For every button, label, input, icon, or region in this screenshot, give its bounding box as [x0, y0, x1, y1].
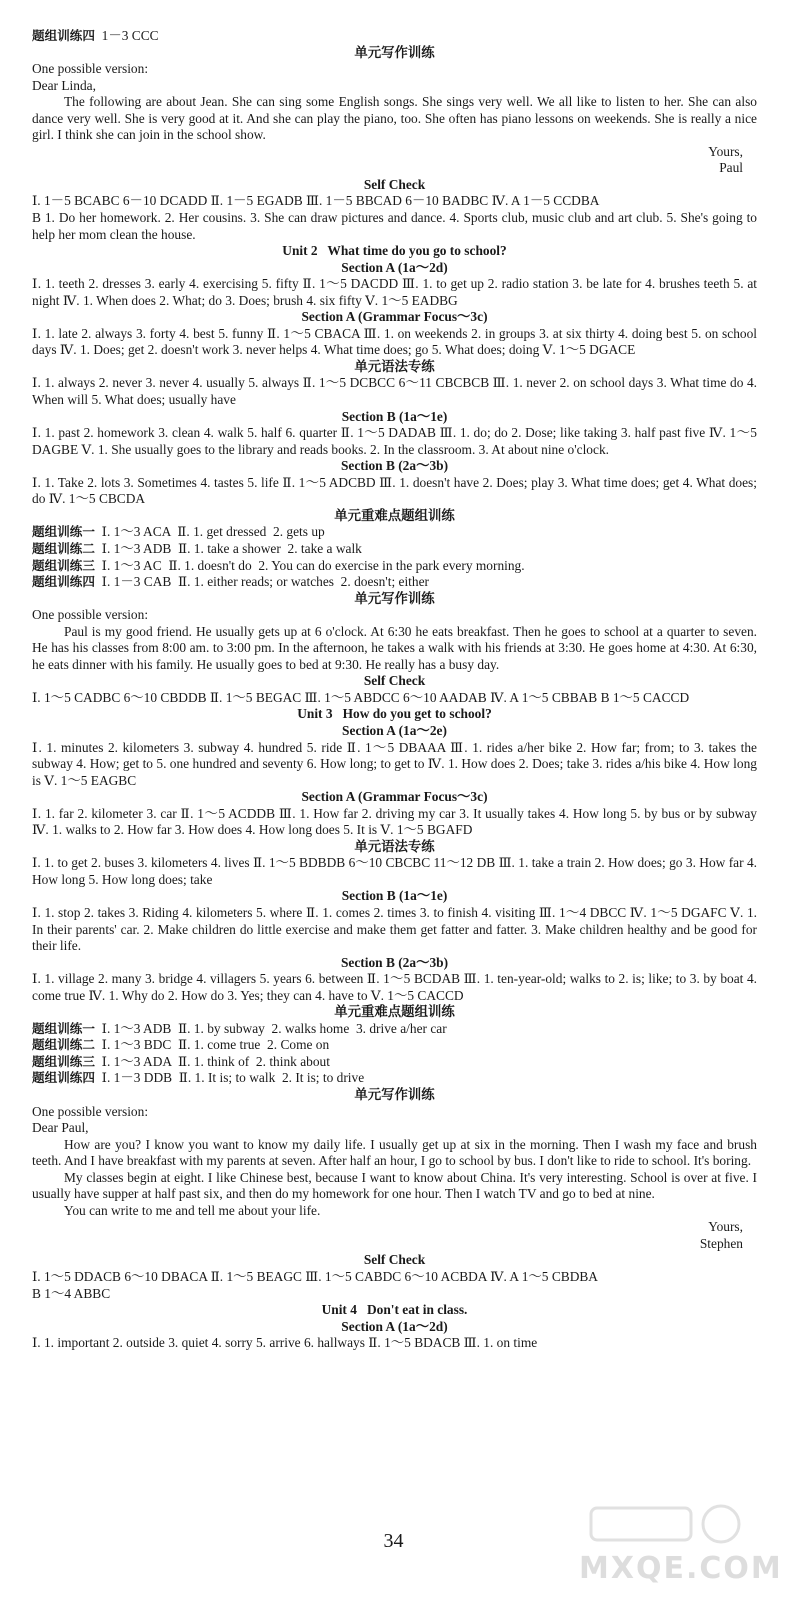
section-heading: Section A (Grammar Focus～3c)	[301, 789, 488, 805]
unit-title: Unit 2 What time do you go to school?	[282, 243, 507, 259]
grammar-heading: 单元语法专练	[354, 838, 435, 854]
letter-greeting: Dear Paul,	[32, 1120, 89, 1136]
section-heading: Section B (1a～1e)	[341, 888, 448, 904]
letter-paragraph: You can write to me and tell me about your life.	[64, 1202, 321, 1218]
group-answers: 1－3 CCC	[101, 28, 159, 43]
group-label: 题组训练四	[32, 28, 95, 43]
writing-heading: 单元写作训练	[354, 590, 435, 606]
letter-closing: Yours,	[708, 143, 743, 159]
section-answers: Ⅰ. 1. late 2. always 3. forty 4. best 5. funny Ⅱ. 1～5 CBACA Ⅲ. 1. on weekends 2. in groups 3. at six thirty 4. doing best 5. on school days Ⅳ. 1. Does; get 2. doesn't work 3. never helps 4. What time does; go 5. What does; doing Ⅴ. 1～5 DGACE	[32, 325, 757, 358]
section-heading: Section A (1a～2d)	[341, 1318, 448, 1334]
group-exercise: 题组训练三 Ⅰ. 1～3 ADA Ⅱ. 1. think of 2. think about	[32, 1053, 330, 1069]
self-check-heading: Self Check	[363, 1252, 426, 1268]
grammar-heading: 单元语法专练	[354, 358, 435, 374]
letter-closing: Yours,	[708, 1219, 743, 1235]
writing-heading: 单元写作训练	[354, 44, 435, 60]
group-exercise: 题组训练三 Ⅰ. 1～3 AC Ⅱ. 1. doesn't do 2. You can do exercise in the park every morning.	[32, 557, 525, 573]
section-answers: Ⅰ. 1. stop 2. takes 3. Riding 4. kilometers 5. where Ⅱ. 1. comes 2. times 3. to finish 4. visiting Ⅲ. 1～4 DBCC Ⅳ. 1～5 DGAFC Ⅴ. 1. In their parents' car. 2. Make children do little exercise and make them get fatter and fatter. 3. Make children healthy and be good for their life.	[32, 904, 757, 954]
section-answers: Ⅰ. 1. important 2. outside 3. quiet 4. sorry 5. arrive 6. hallways Ⅱ. 1～5 BDACB Ⅲ. 1. on time	[32, 1335, 538, 1351]
section-answers: Ⅰ. 1. past 2. homework 3. clean 4. walk 5. half 6. quarter Ⅱ. 1～5 DADAB Ⅲ. 1. do; do 2. Dose; like taking 3. half past five Ⅳ. 1～5 DAGBE Ⅴ. 1. She usually goes to the library and reads books. 2. In the classroom. 3. At about nine o'clock.	[32, 425, 757, 457]
letter-greeting: Dear Linda,	[32, 77, 96, 93]
essay-body: Paul is my good friend. He usually gets up at 6 o'clock. At 6:30 he eats breakfast. Then he goes to school at a quarter to seven. He has his classes from 8:00 am. to 3:00 pm. In the afternoon, he takes a walk with his friends at 3:30. He goes home at 4:30. At 6:30, he eats dinner with his family. He usually goes to bed at 9:30. He really has a busy day.	[32, 623, 757, 672]
group-exercise: 题组训练一 Ⅰ. 1～3 ADB Ⅱ. 1. by subway 2. walks home 3. drive a/her car	[32, 1020, 447, 1036]
self-check-answers: Ⅰ. 1－5 BCABC 6－10 DCADD Ⅱ. 1－5 EGADB Ⅲ. 1－5 BBCAD 6－10 BADBC Ⅳ. A 1－5 CCDBA B 1. Do her homework. 2. Her cousins. 3. She can draw pictures and dance. 4. Sports club, music club and art club. 5. She's going to help her mom clean the house.	[32, 193, 757, 242]
letter-paragraph: How are you? I know you want to know my daily life. I usually get up at six in the morning. Then I wash my face and brush teeth. And I have breakfast with my parents at seven. After half an hour, I go to school by bus. I don't like to ride to school. It's boring.	[32, 1136, 757, 1169]
section-heading: Section B (2a～3b)	[340, 954, 449, 970]
group-exercise: 题组训练一 Ⅰ. 1～3 ACA Ⅱ. 1. get dressed 2. gets up	[32, 524, 325, 540]
section-heading: Section A (1a～2d)	[341, 259, 448, 275]
intro-text: One possible version:	[32, 1103, 149, 1119]
writing-heading: 单元写作训练	[354, 1087, 435, 1102]
watermark-logo	[571, 1498, 783, 1588]
self-check-heading: Self Check	[363, 176, 426, 192]
page-number: 34	[383, 1530, 404, 1552]
self-check-heading: Self Check	[363, 673, 426, 689]
watermark-text: MXQE.COM	[579, 1551, 783, 1586]
grammar-answers: Ⅰ. 1. to get 2. buses 3. kilometers 4. lives Ⅱ. 1～5 BDBDB 6～10 CBCBC 11～12 DB Ⅲ. 1. take a train 2. How does; go 3. How far 4. How long 5. How long does; take	[32, 855, 757, 887]
section-answers: Ⅰ. 1. far 2. kilometer 3. car Ⅱ. 1～5 ACDDB Ⅲ. 1. How far 2. driving my car 3. It usually takes 4. How long 5. by bus or by subway Ⅳ. 1. walks to 2. How far 3. How does 4. How long does 5. It is Ⅴ. 1～5 BGAFD	[32, 805, 757, 838]
section-answers: Ⅰ. 1. village 2. many 3. bridge 4. villagers 5. years 6. between Ⅱ. 1～5 BCDAB Ⅲ. 1. ten-year-old; walks to 2. is; like; to 3. by boat 4. come true Ⅳ. 1. Why do 2. How do 3. Yes; they can 4. have to Ⅴ. 1～5 CACCD	[32, 971, 757, 1003]
group-exercise: 题组训练二 Ⅰ. 1～3 ADB Ⅱ. 1. take a shower 2. take a walk	[32, 540, 362, 556]
intro-text: One possible version:	[32, 607, 149, 623]
letter-signature: Stephen	[699, 1235, 743, 1251]
unit-title: Unit 4 Don't eat in class.	[321, 1302, 468, 1318]
intro-text: One possible version:	[32, 61, 149, 77]
section-answers: Ⅰ. 1. minutes 2. kilometers 3. subway 4. hundred 5. ride Ⅱ. 1～5 DBAAA Ⅲ. 1. rides a/her bike 2. How far; from; to 3. takes the subway 4. How; get to 5. one hundred and seventy 6. How long; to get to Ⅳ. 1. How does 2. Does; take 3. rides a/his bike 4. How long is Ⅴ. 1～5 EAGBC	[32, 739, 757, 788]
section-heading: Section B (2a～3b)	[340, 458, 449, 474]
group-exercise: 题组训练四 Ⅰ. 1－3 DDB Ⅱ. 1. It is; to walk 2. It is; to drive	[32, 1070, 365, 1086]
letter-paragraph: My classes begin at eight. I like Chinese best, because I want to know about China. It's very interesting. School is over at five. I usually have supper at half past six, and then do my homework for one hour. Then I watch TV and go to bed at nine.	[32, 1169, 757, 1202]
section-answers: Ⅰ. 1. teeth 2. dresses 3. early 4. exercising 5. fifty Ⅱ. 1～5 DACDD Ⅲ. 1. to get up 2. radio station 3. be late for 4. brushes teeth 5. at night Ⅳ. 1. When does 2. What; do 3. Does; brush 4. six fifty Ⅴ. 1～5 EADBG	[32, 276, 757, 308]
group-exercise-4	[32, 28, 757, 45]
key-points-heading: 单元重难点题组训练	[334, 1004, 455, 1020]
key-points-heading: 单元重难点题组训练	[334, 507, 455, 523]
section-heading: Section B (1a～1e)	[341, 408, 448, 424]
letter-signature: Paul	[719, 160, 743, 176]
group-exercise: 题组训练二 Ⅰ. 1～3 BDC Ⅱ. 1. come true 2. Come on	[32, 1037, 330, 1053]
grammar-answers: Ⅰ. 1. always 2. never 3. never 4. usually 5. always Ⅱ. 1～5 DCBCC 6～11 CBCBCB Ⅲ. 1. never 2. on school days 3. What time do 4. When will 5. What does; usually have	[32, 375, 757, 408]
section-heading: Section A (1a～2e)	[342, 722, 447, 738]
unit-title: Unit 3 How do you get to school?	[297, 706, 492, 722]
self-check-answers: Ⅰ. 1～5 DDACB 6～10 DBACA Ⅱ. 1～5 BEAGC Ⅲ. 1～5 CABDC 6～10 ACBDA Ⅳ. A 1～5 CBDBA B 1～4 ABBC	[32, 1269, 598, 1301]
letter-body: The following are about Jean. She can sing some English songs. She sings very well. We all like to listen to her. She can also dance very well. She is very good at it. And she can play the piano, too. She often has piano lessons on weekends. She is really a nice girl. I think she can join in the school show.	[32, 94, 757, 143]
self-check-answers: Ⅰ. 1～5 CADBC 6～10 CBDDB Ⅱ. 1～5 BEGAC Ⅲ. 1～5 ABDCC 6～10 AADAB Ⅳ. A 1～5 CBBAB B 1～5 CACCD	[32, 689, 690, 705]
group-exercise: 题组训练四 Ⅰ. 1－3 CAB Ⅱ. 1. either reads; or watches 2. doesn't; either	[32, 574, 429, 590]
section-heading: Section A (Grammar Focus～3c)	[301, 309, 488, 325]
section-answers: Ⅰ. 1. Take 2. lots 3. Sometimes 4. tastes 5. life Ⅱ. 1～5 ADCBD Ⅲ. 1. doesn't have 2. Does; play 3. What time does; get 4. What does; do Ⅳ. 1～5 CBCDA	[32, 474, 757, 507]
